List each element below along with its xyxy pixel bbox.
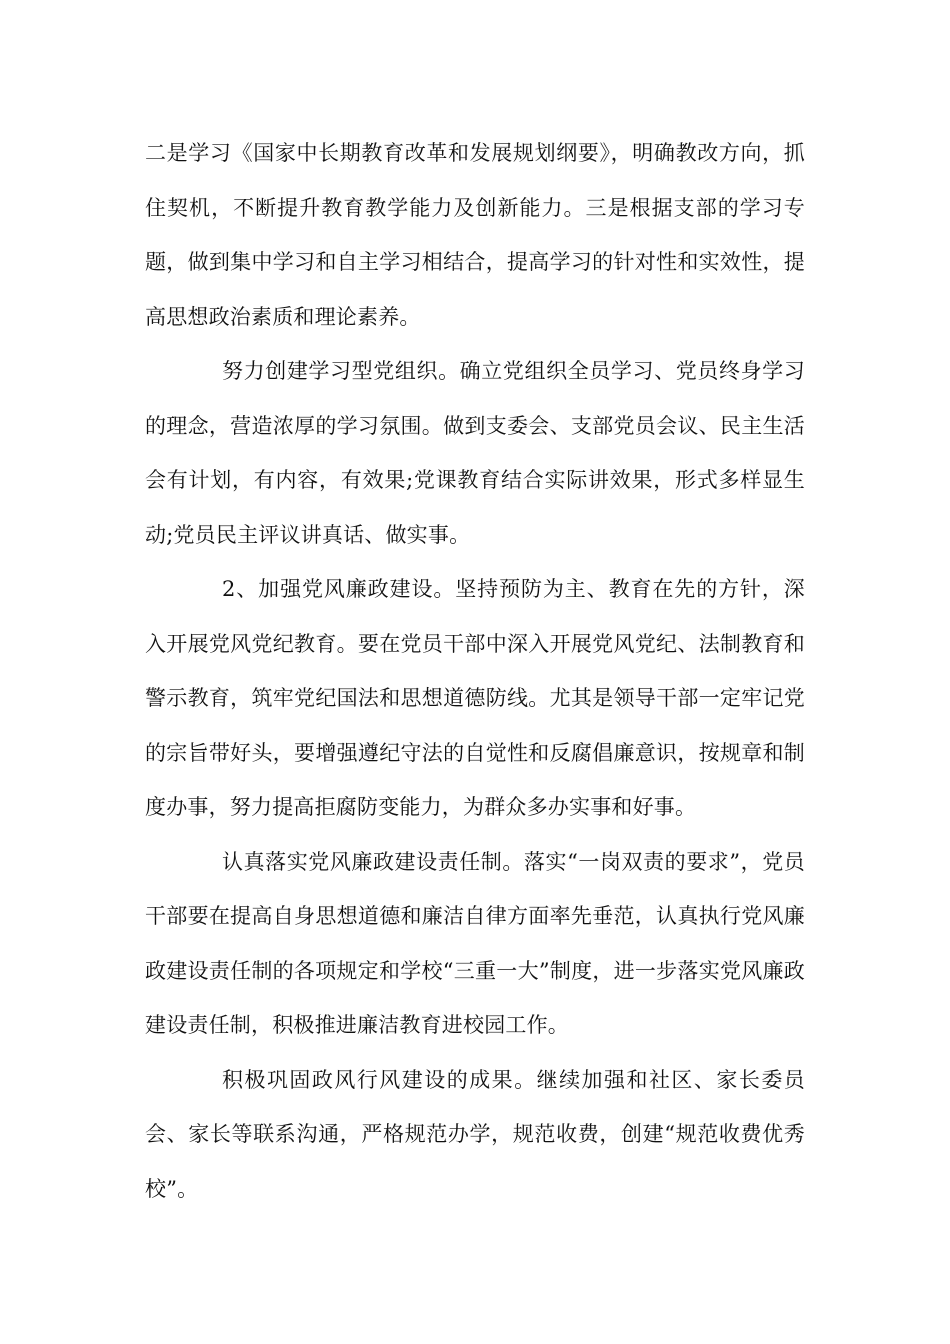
paragraph-study-plan: 二是学习《国家中长期教育改革和发展规划纲要》，明确教改方向，抓住契机，不断提升教育教学能力及创新能力。三是根据支部的学习专题，做到集中学习和自主学习相结合，提高学习的针对性和实效性，提高思想政治素质和理论素养。 bbox=[145, 141, 805, 329]
paragraph-learning-party-organization: 努力创建学习型党组织。确立党组织全员学习、党员终身学习的理念，营造浓厚的学习氛围。做到支委会、支部党员会议、民主生活会有计划，有内容，有效果;党课教育结合实际讲效果，形式多样显生动;党员民主评议讲真话、做实事。 bbox=[145, 359, 805, 547]
document-body bbox=[145, 126, 805, 1216]
paragraph-conduct-results: 积极巩固政风行风建设的成果。继续加强和社区、家长委员会、家长等联系沟通，严格规范办学，规范收费，创建“规范收费优秀校”。 bbox=[145, 1067, 805, 1201]
paragraph-clean-government: 2、加强党风廉政建设。坚持预防为主、教育在先的方针，深入开展党风党纪教育。要在党员干部中深入开展党风党纪、法制教育和警示教育，筑牢党纪国法和思想道德防线。尤其是领导干部一定牢记党的宗旨带好头，要增强遵纪守法的自觉性和反腐倡廉意识，按规章和制度办事，努力提高拒腐防变能力，为群众多办实事和好事。 bbox=[145, 577, 805, 819]
paragraph-responsibility-system: 认真落实党风廉政建设责任制。落实“一岗双责的要求”，党员干部要在提高自身思想道德和廉洁自律方面率先垂范，认真执行党风廉政建设责任制的各项规定和学校“三重一大”制度，进一步落实党风廉政建设责任制，积极推进廉洁教育进校园工作。 bbox=[145, 849, 805, 1037]
